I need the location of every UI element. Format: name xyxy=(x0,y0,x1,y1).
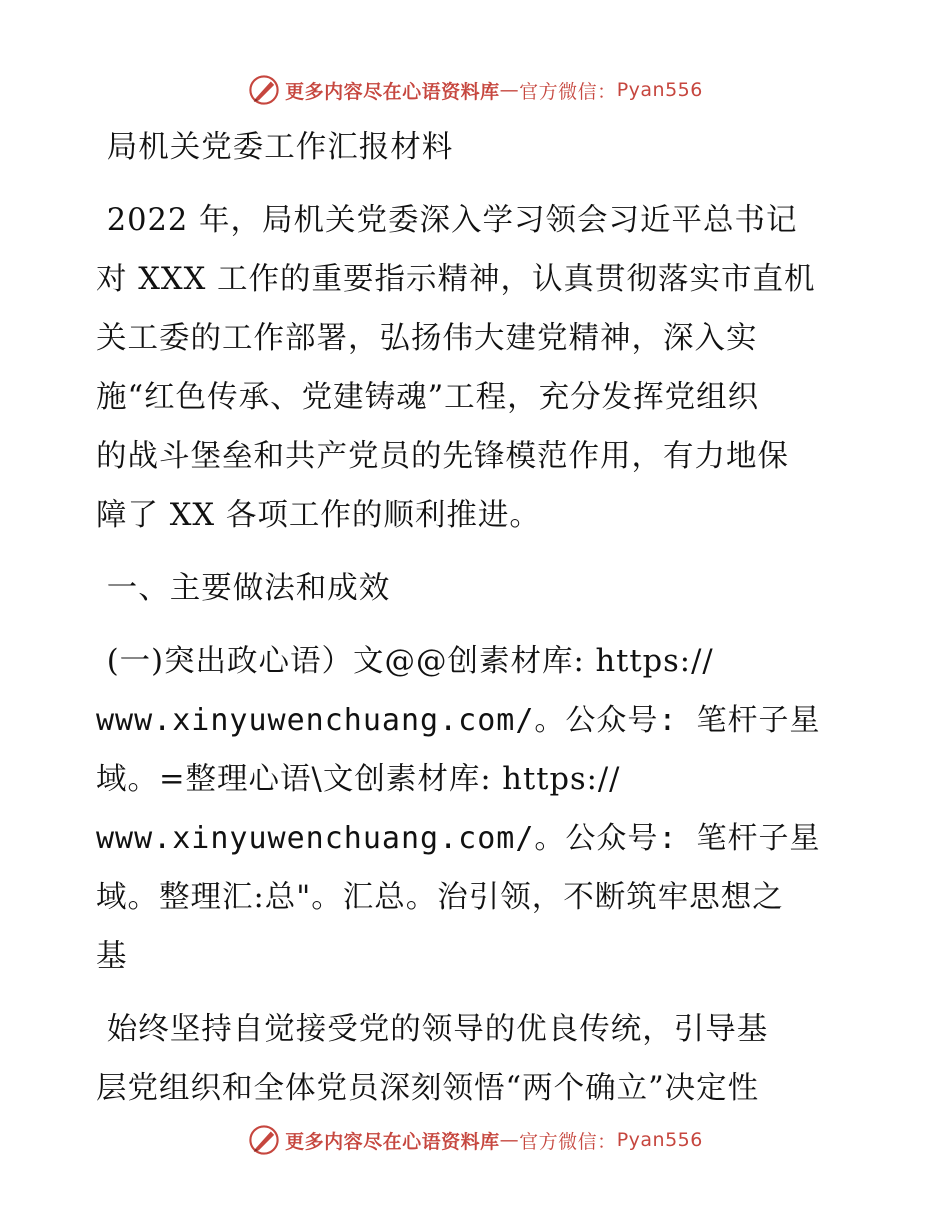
intro-line: 关工委的工作部署，弘扬伟大建党精神，深入实 xyxy=(96,321,758,356)
banner-separator: — xyxy=(499,79,520,101)
subsection-line: (一)突出政心语）文@@创素材库: https:// xyxy=(96,644,714,679)
banner-main-text: 更多内容尽在心语资料库 xyxy=(285,80,500,103)
intro-line: 施“红色传承、党建铸魂”工程，充分发挥党组织 xyxy=(96,380,760,415)
subsection-line: 基 xyxy=(96,939,128,974)
banner-account: Pyan556 xyxy=(616,79,703,101)
subsection-line: www.xinyuwenchuang.com/。公众号: 笔杆子星 xyxy=(96,703,821,738)
intro-line: 的战斗堡垒和共产党员的先锋模范作用，有力地保 xyxy=(96,439,789,474)
intro-line: 障了 XX 各项工作的顺利推进。 xyxy=(96,498,541,533)
banner-account-label: 官方微信： xyxy=(519,80,617,103)
banner-account-label: 官方微信： xyxy=(519,1130,617,1153)
footer-watermark-banner xyxy=(0,1120,950,1160)
section-heading: 一、主要做法和成效 xyxy=(96,571,391,606)
intro-line: 对 XXX 工作的重要指示精神，认真贯彻落实市直机 xyxy=(96,262,816,297)
closing-line: 始终坚持自觉接受党的领导的优良传统，引导基 xyxy=(96,1012,769,1047)
header-watermark-banner xyxy=(0,70,950,110)
closing-line: 层党组织和全体党员深刻领悟“两个确立”决定性 xyxy=(96,1071,760,1106)
banner-separator: — xyxy=(499,1129,520,1151)
document-title: 局机关党委工作汇报材料 xyxy=(96,130,454,165)
banner-main-text: 更多内容尽在心语资料库 xyxy=(285,1130,500,1153)
document-body xyxy=(96,118,856,1118)
pen-logo-icon xyxy=(247,73,281,107)
pen-logo-icon xyxy=(247,1123,281,1157)
subsection-line: 域。整理汇:总"。汇总。治引领，不断筑牢思想之 xyxy=(96,880,784,915)
subsection-line: 域。=整理心语\文创素材库: https:// xyxy=(96,762,621,797)
intro-line: 2022 年，局机关党委深入学习领会习近平总书记 xyxy=(96,203,798,238)
banner-account: Pyan556 xyxy=(616,1129,703,1151)
subsection-line: www.xinyuwenchuang.com/。公众号: 笔杆子星 xyxy=(96,821,821,856)
